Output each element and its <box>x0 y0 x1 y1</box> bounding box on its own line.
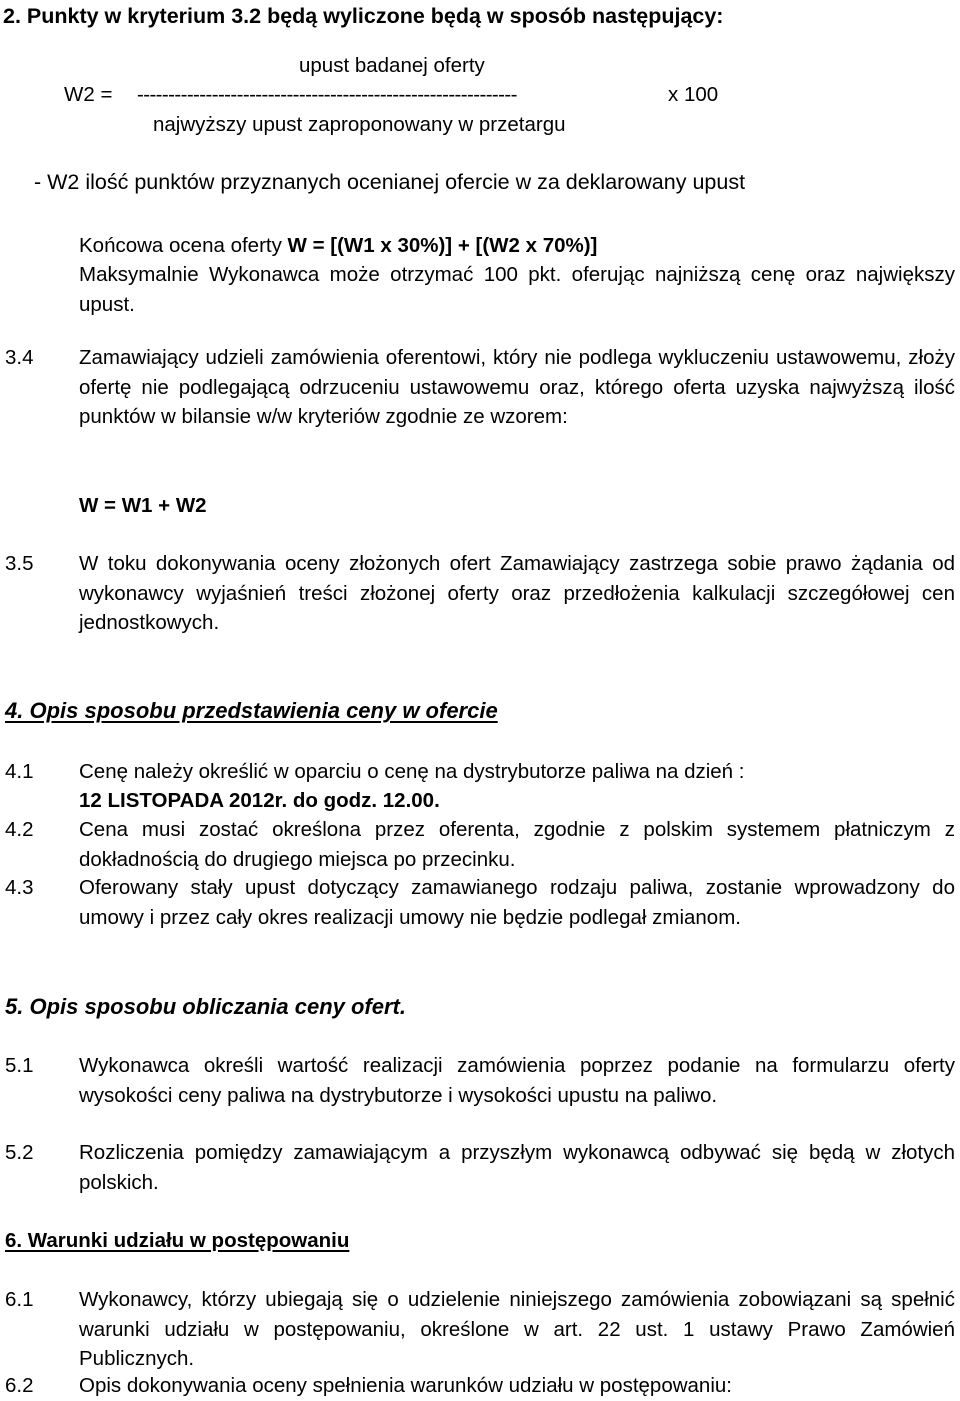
w2-definition: - W2 ilość punktów przyznanych ocenianej ofercie w za deklarowany upust <box>34 170 746 194</box>
item-4-3-text: Oferowany stały upust dotyczący zamawianego rodzaju paliwa, zostanie wprowadzony do umowy i przez cały okres realizacji umowy nie będzie podlegał zmianom. <box>79 876 955 929</box>
final-score-prefix: Końcowa ocena oferty <box>79 234 288 257</box>
item-5-2-text: Rozliczenia pomiędzy zamawiającym a przyszłym wykonawcą odbywać się będą w złotych polskich. <box>79 1141 955 1194</box>
item-4-1-deadline: 12 LISTOPADA 2012r. do godz. 12.00. <box>79 789 440 812</box>
item-5-1-text: Wykonawca określi wartość realizacji zamówienia poprzez podanie na formularzu oferty wysokości ceny paliwa na dystrybutorze i wysokości upustu na paliwo. <box>79 1054 955 1107</box>
item-3-4-text: Zamawiający udzieli zamówienia oferentowi, który nie podlega wykluczeniu ustawowemu, złoży ofertę nie podlegającą odrzuceniu ustawowemu oraz, którego oferta uzyska najwyższą ilość punktów w bilansie w/w kryteriów zgodnie ze wzorem: <box>79 346 955 428</box>
item-5-1-number: 5.1 <box>5 1054 34 1077</box>
section-4-heading: 4. Opis sposobu przedstawienia ceny w ofercie <box>5 698 498 723</box>
item-4-3-number: 4.3 <box>5 876 34 899</box>
formula-numerator: upust badanej oferty <box>299 54 485 77</box>
item-3-4-number: 3.4 <box>5 346 34 369</box>
item-3-5-number: 3.5 <box>5 552 34 575</box>
item-6-1-text: Wykonawcy, którzy ubiegają się o udzielenie niniejszego zamówienia zobowiązani są spełnić warunki udziału w postępowaniu, określone w art. 22 ust. 1 ustawy Prawo Zamówień Publicznych. <box>79 1288 955 1370</box>
item-4-2-number: 4.2 <box>5 818 34 841</box>
item-3-5-text: W toku dokonywania oceny złożonych ofert Zamawiający zastrzega sobie prawo żądania od wykonawcy wyjaśnień treści złożonej oferty oraz przedłożenia kalkulacji szczegółowej cen jednostkowych. <box>79 552 955 634</box>
item-6-1-number: 6.1 <box>5 1288 34 1311</box>
item-3-4-formula: W = W1 + W2 <box>79 494 207 517</box>
formula-denominator: najwyższy upust zaproponowany w przetargu <box>153 113 566 136</box>
final-score-formula: W = [(W1 x 30%)] + [(W2 x 70%)] <box>287 234 598 257</box>
item-6-2-number: 6.2 <box>5 1374 34 1397</box>
formula-lhs: W2 = <box>64 83 113 106</box>
item-4-2-text: Cena musi zostać określona przez oferenta, zgodnie z polskim systemem płatniczym z dokładnością do drugiego miejsca po przecinku. <box>79 818 955 871</box>
section-2-heading: 2. Punkty w kryterium 3.2 będą wyliczone będą w sposób następujący: <box>3 4 724 28</box>
max-points-text: Maksymalnie Wykonawca może otrzymać 100 pkt. oferując najniższą cenę oraz największy upust. <box>79 263 955 316</box>
item-6-2-text: Opis dokonywania oceny spełnienia warunków udziału w postępowaniu: <box>79 1374 732 1397</box>
item-5-2-number: 5.2 <box>5 1141 34 1164</box>
section-5-heading: 5. Opis sposobu obliczania ceny ofert. <box>5 994 406 1019</box>
formula-divider: ------------------------------------------------------------- <box>137 83 517 106</box>
final-score-line <box>79 231 955 261</box>
item-4-1-number: 4.1 <box>5 760 34 783</box>
formula-times-100: x 100 <box>668 83 719 106</box>
item-4-1-text: Cenę należy określić w oparciu o cenę na dystrybutorze paliwa na dzień : <box>79 760 745 783</box>
section-6-heading: 6. Warunki udziału w postępowaniu <box>5 1229 350 1252</box>
